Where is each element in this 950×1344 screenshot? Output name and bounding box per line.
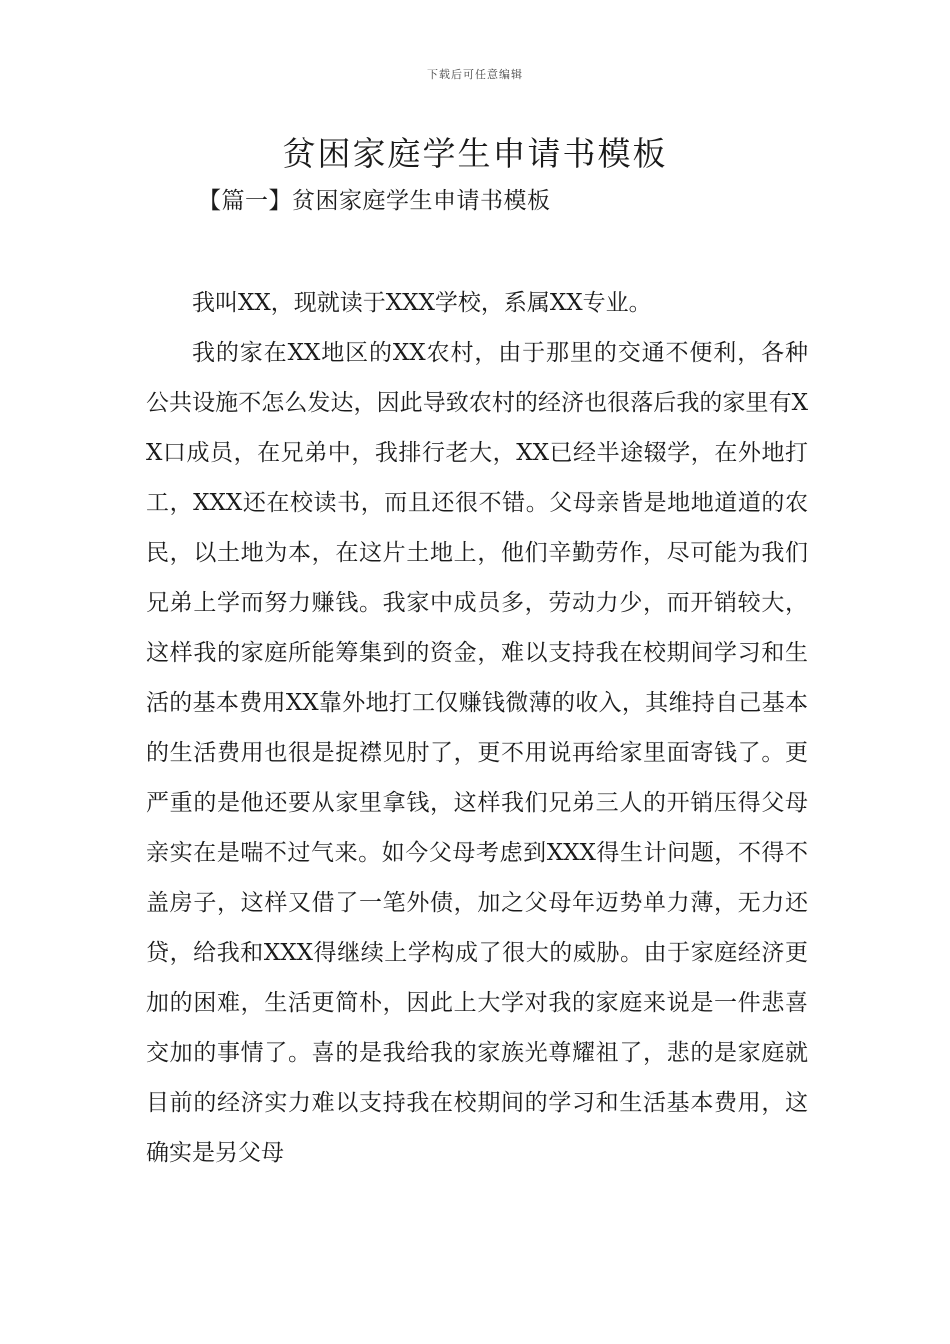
document-title: 贫困家庭学生申请书模板 xyxy=(282,134,668,173)
document-body xyxy=(146,278,808,1178)
paragraph-family-situation: 我的家在XX地区的XX农村，由于那里的交通不便利，各种公共设施不怎么发达，因此导致农村的经济也很落后我的家里有XX口成员，在兄弟中，我排行老大，XX已经半途辍学，在外地打工，XXX还在校读书，而且还很不错。父母亲皆是地地道道的农民，以土地为本，在这片土地上，他们辛勤劳作，尽可能为我们兄弟上学而努力赚钱。我家中成员多，劳动力少，而开销较大，这样我的家庭所能筹集到的资金，难以支持我在校期间学习和生活的基本费用XX靠外地打工仅赚钱微薄的收入，其维持自己基本的生活费用也很是捉襟见肘了，更不用说再给家里面寄钱了。更严重的是他还要从家里拿钱，这样我们兄弟三人的开销压得父母亲实在是喘不过气来。如今父母考虑到XXX得生计问题，不得不盖房子，这样又借了一笔外债，加之父母年迈势单力薄，无力还贷，给我和XXX得继续上学构成了很大的威胁。由于家庭经济更加的困难，生活更简朴，因此上大学对我的家庭来说是一件悲喜交加的事情了。喜的是我给我的家族光尊耀祖了，悲的是家庭就目前的经济实力难以支持我在校期间的学习和生活基本费用，这确实是另父母 xyxy=(146,340,808,1166)
page-header-note: 下载后可任意编辑 xyxy=(427,68,523,81)
section-heading: 【篇一】贫困家庭学生申请书模板 xyxy=(198,188,551,214)
paragraph-intro: 我叫XX，现就读于XXX学校，系属XX专业。 xyxy=(192,290,652,316)
